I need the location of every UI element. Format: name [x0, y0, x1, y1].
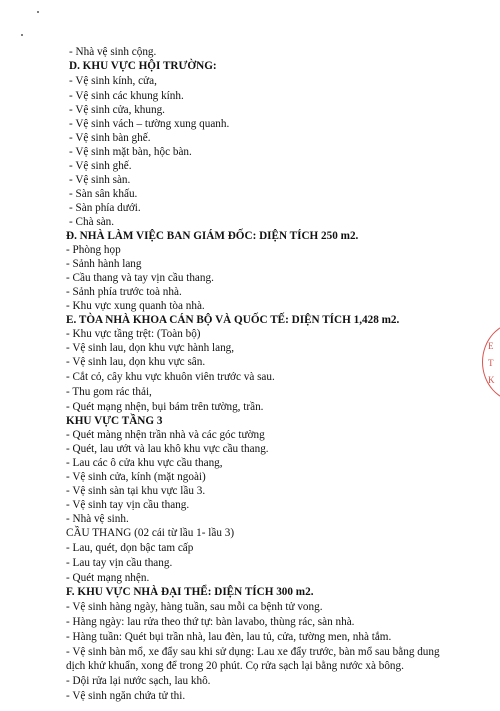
text-line: - Nhà vệ sinh cộng. [69, 46, 157, 58]
text-line: - Vệ sinh sàn tại khu vực lầu 3. [66, 485, 206, 497]
text-line: - Lau, quét, dọn bậc tam cấp [66, 542, 194, 554]
text-line: - Vệ sinh các khung kính. [69, 90, 184, 102]
text-line: - Vệ sinh hàng ngày, hàng tuần, sau mỗi ca bệnh tử vong. [66, 601, 323, 613]
text-line: - Cắt cỏ, cây khu vực khuôn viên trước và sau. [66, 371, 275, 383]
stamp-letter: T [488, 358, 494, 368]
text-line: - Vệ sinh cửa, khung. [69, 104, 165, 116]
section-heading: F. KHU VỰC NHÀ ĐẠI THỂ: DIỆN TÍCH 300 m2. [66, 586, 314, 598]
text-line: - Vệ sinh vách – tường xung quanh. [69, 118, 230, 130]
text-line: - Vệ sinh ngăn chứa tử thi. [66, 690, 186, 702]
stamp-letter: E [488, 341, 494, 351]
text-line: - Vệ sinh kính, cửa, [69, 75, 157, 87]
text-line: - Vệ sinh lau, dọn khu vực sân. [66, 356, 206, 368]
text-line: - Vệ sinh lau, dọn khu vực hành lang, [66, 342, 235, 354]
section-heading: Đ. NHÀ LÀM VIỆC BAN GIÁM ĐỐC: DIỆN TÍCH 250 m2. [66, 230, 359, 242]
text-line: - Vệ sinh tay vịn cầu thang. [66, 499, 190, 511]
section-heading: D. KHU VỰC HỘI TRƯỜNG: [69, 60, 217, 72]
stamp-letter: K [488, 375, 495, 385]
text-line: - Lau các ô cửa khu vực cầu thang, [66, 457, 223, 469]
text-line: - Lau tay vịn cầu thang. [66, 557, 173, 569]
text-line: - Hàng ngày: lau rửa theo thứ tự: bàn lavabo, thùng rác, sàn nhà. [66, 616, 355, 628]
text-line: - Quét màng nhện trần nhà và các góc tường [66, 429, 265, 441]
text-line: - Thu gom rác thải, [66, 386, 152, 398]
text-line: - Nhà vệ sinh. [66, 513, 129, 525]
section-heading: KHU VỰC TẦNG 3 [66, 415, 163, 427]
text-line: - Quét mạng nhện, bụi bám trên tường, trần. [66, 401, 264, 413]
text-line: - Vệ sinh bàn mổ, xe đẩy sau khi sử dụng: Lau xe đẩy trước, bàn mổ sau bằng dung [66, 646, 440, 658]
scan-speck [21, 34, 23, 36]
text-line: - Vệ sinh ghế. [69, 160, 132, 172]
text-line: - Quét, lau ướt và lau khô khu vực cầu thang. [66, 443, 269, 455]
text-line: - Sàn phía dưới. [69, 202, 141, 214]
text-line: - Khu vực xung quanh tòa nhà. [66, 300, 205, 312]
red-stamp [478, 322, 500, 402]
text-line: - Chà sàn. [69, 216, 115, 228]
text-line: - Phòng họp [66, 244, 121, 256]
text-line: - Vệ sinh mặt bàn, hộc bàn. [69, 146, 192, 158]
text-line: - Hàng tuần: Quét bụi trần nhà, lau đèn, lau tủ, cửa, tường men, nhà tắm. [66, 631, 392, 643]
text-line: - Cầu thang và tay vịn cầu thang. [66, 272, 214, 284]
text-line: - Sàn sân khấu. [69, 188, 138, 200]
text-line: - Sảnh phía trước toà nhà. [66, 286, 182, 298]
text-line: - Dội rửa lại nước sạch, lau khô. [66, 675, 211, 687]
text-line: - Vệ sinh sàn. [69, 174, 131, 186]
scan-speck [37, 11, 39, 13]
text-line: - Vệ sinh bàn ghế. [69, 132, 151, 144]
stamp-letters [488, 338, 495, 389]
section-heading: E. TÒA NHÀ KHOA CÁN BỘ VÀ QUỐC TẾ: DIỆN TÍCH 1,428 m2. [66, 314, 400, 326]
text-line: - Quét mạng nhện. [66, 572, 150, 584]
text-line: - Sảnh hành lang [66, 258, 142, 270]
text-line: - Vệ sinh cửa, kính (mặt ngoài) [66, 471, 206, 483]
subsection-heading: CẦU THANG (02 cái từ lầu 1- lầu 3) [66, 527, 235, 539]
text-line: dịch khử khuẩn, xong để trong 20 phút. Cọ rửa sạch lại bằng nước xà bông. [66, 660, 404, 672]
text-line: - Khu vực tầng trệt: (Toàn bộ) [66, 328, 201, 340]
